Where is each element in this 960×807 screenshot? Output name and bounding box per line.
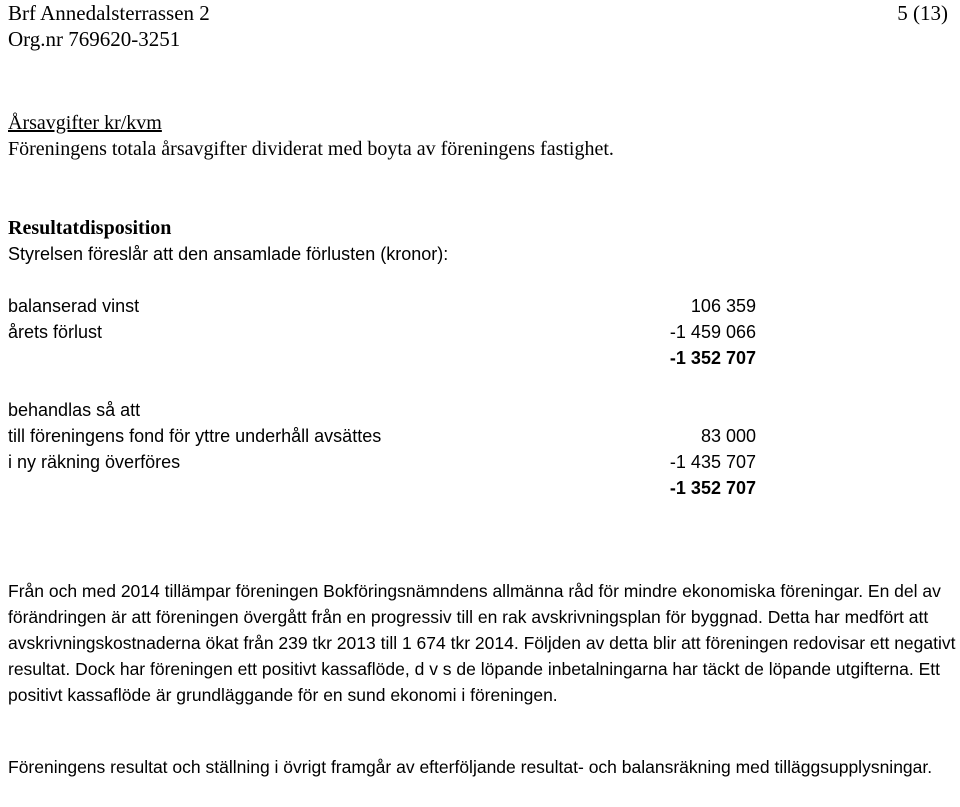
page-header (8, 0, 210, 52)
paragraph-accounting-change: Från och med 2014 tillämpar föreningen Bokföringsnämndens allmänna råd för mindre ekonomiska föreningar. En del av förändringen är att föreningen övergått från en progressiv till en rak avskrivningsplan för byggnad. Detta har medfört att avskrivningskostnaderna ökat från 239 tkr 2013 till 1 674 tkr 2014. Följden av detta blir att föreningen redovisar ett negativt resultat. Dock har föreningen ett positivt kassaflöde, d v s de löpande inbetalningarna har täckt de löpande utgifterna. Ett positivt kassaflöde är grundläggande för en sund ekonomi i föreningen. (8, 581, 956, 705)
row-amount-ny-rakning: -1 435 707 (669, 452, 756, 472)
total-amount-1: -1 352 707 (669, 348, 756, 368)
row-label-fond: till föreningens fond för yttre underhåll avsättes (8, 426, 382, 446)
paragraph-results-reference: Föreningens resultat och ställning i övrigt framgår av efterföljande resultat- och balansräkning med tilläggsupplysningar. (8, 757, 933, 777)
association-name: Brf Annedalsterrassen 2 (8, 1, 210, 25)
treated-label: behandlas så att (8, 400, 141, 420)
row-label-arets-forlust: årets förlust (8, 322, 103, 342)
row-amount-balanserad-vinst: 106 359 (690, 296, 756, 316)
page-number: 5 (13) (897, 1, 948, 25)
resultatdisposition-heading: Resultatdisposition (8, 217, 172, 239)
resultatdisposition-intro: Styrelsen föreslår att den ansamlade förlusten (kronor): (8, 244, 449, 264)
org-number: Org.nr 769620-3251 (8, 27, 181, 51)
row-label-balanserad-vinst: balanserad vinst (8, 296, 140, 316)
arsavgifter-heading: Årsavgifter kr/kvm (8, 112, 162, 134)
row-label-ny-rakning: i ny räkning överföres (8, 452, 181, 472)
arsavgifter-text: Föreningens totala årsavgifter dividerat med boyta av föreningens fastighet. (8, 138, 614, 160)
row-amount-fond: 83 000 (700, 426, 756, 446)
row-amount-arets-forlust: -1 459 066 (669, 322, 756, 342)
total-amount-2: -1 352 707 (669, 478, 756, 498)
